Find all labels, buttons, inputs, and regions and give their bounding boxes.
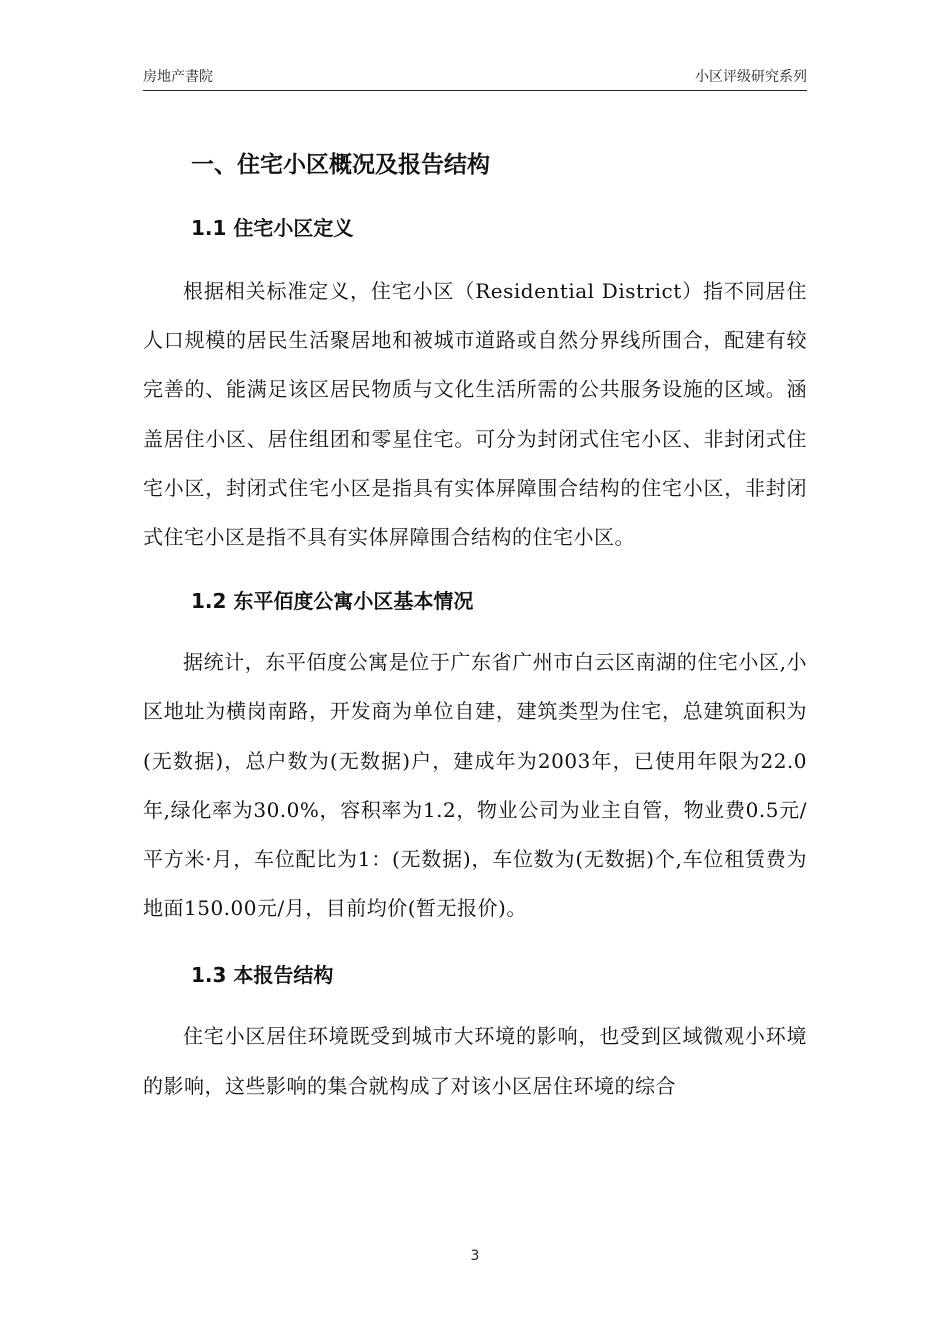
page-header: [143, 64, 807, 91]
paragraph-basic-info: 据统计，东平佰度公寓是位于广东省广州市白云区南湖的住宅小区,小区地址为横岗南路，开发商为单位自建，建筑类型为住宅，总建筑面积为(无数据)，总户数为(无数据)户，建成年为2003年，已使用年限为22.0年,绿化率为30.0%，容积率为1.2，物业公司为业主自管，物业费0.5元/平方米·月，车位配比为1：(无数据)，车位数为(无数据)个,车位租赁费为地面150.00元/月，目前均价(暂无报价)。: [143, 650, 807, 921]
page-number: 3: [470, 1248, 480, 1264]
header-series-title: 小区评级研究系列: [695, 69, 807, 85]
document-body: [143, 142, 807, 1111]
header-publisher: 房地产書院: [143, 69, 213, 85]
section-title: 一、住宅小区概况及报告结构: [191, 152, 490, 178]
subsection-title-basic-info: 1.2 东平佰度公寓小区基本情况: [191, 589, 474, 614]
paragraph-report-structure: 住宅小区居住环境既受到城市大环境的影响，也受到区域微观小环境的影响，这些影响的集合就构成了对该小区居住环境的综合: [143, 1024, 807, 1098]
paragraph-definition: 根据相关标准定义，住宅小区（Residential District）指不同居住人口规模的居民生活聚居地和被城市道路或自然分界线所围合，配建有较完善的、能满足该区居民物质与文化生活所需的公共服务设施的区域。涵盖居住小区、居住组团和零星住宅。可分为封闭式住宅小区、非封闭式住宅小区，封闭式住宅小区是指具有实体屏障围合结构的住宅小区，非封闭式住宅小区是指不具有实体屏障围合结构的住宅小区。: [143, 279, 807, 550]
subsection-title-report-structure: 1.3 本报告结构: [191, 963, 334, 988]
subsection-title-definition: 1.1 住宅小区定义: [191, 216, 354, 240]
